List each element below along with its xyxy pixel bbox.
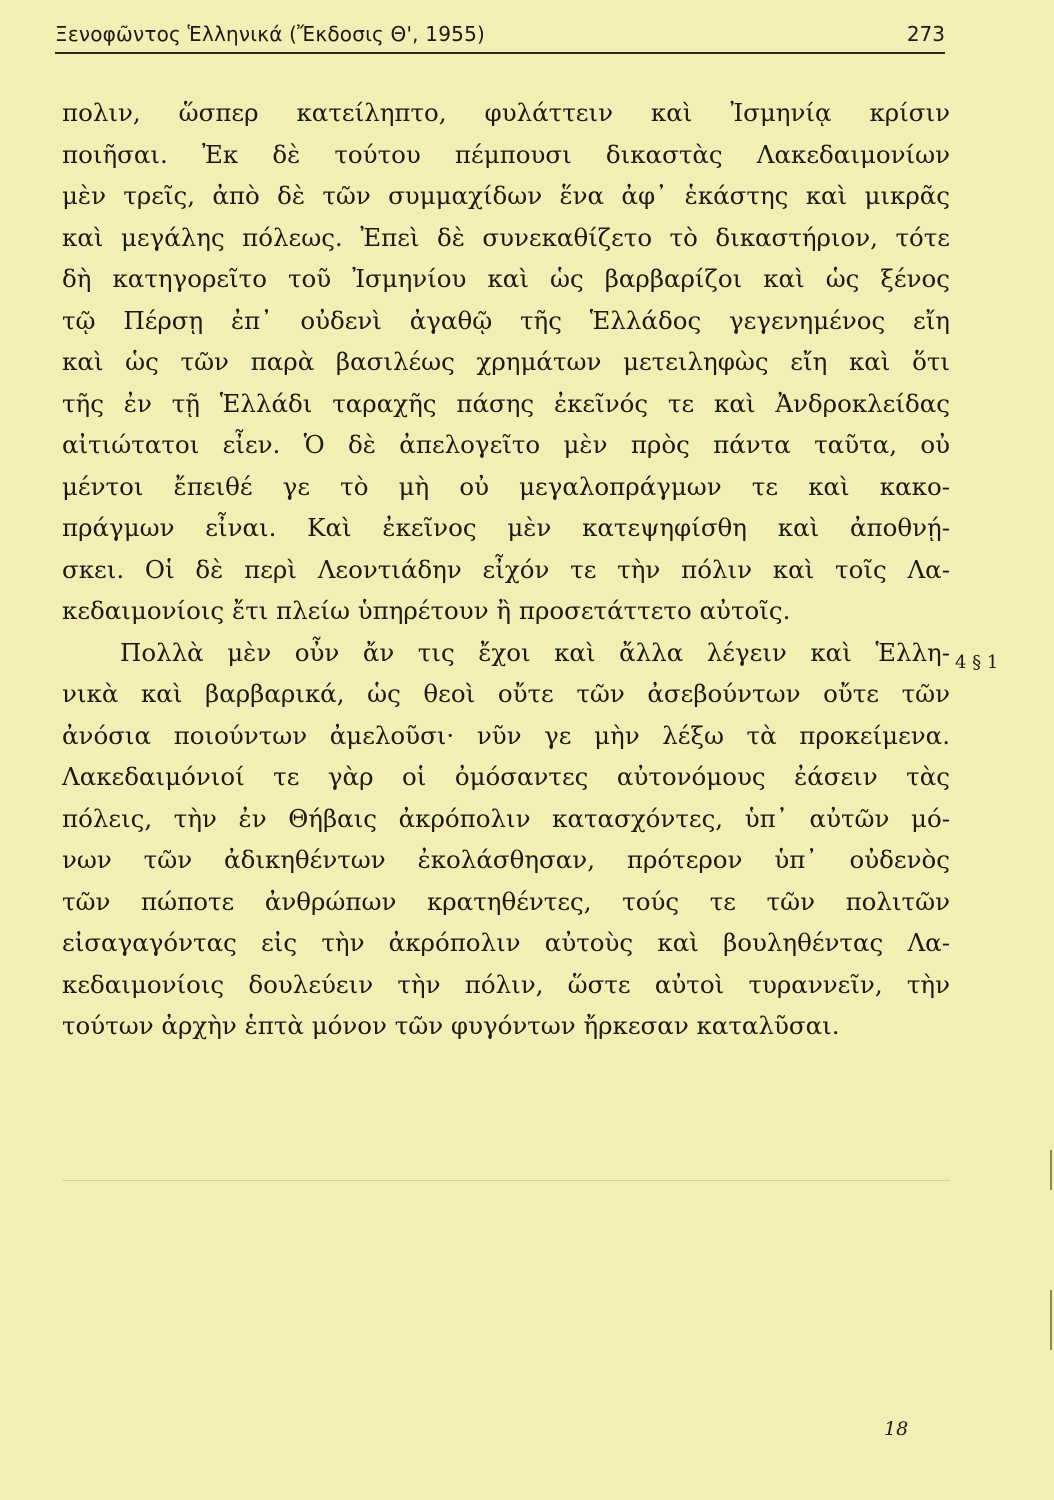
paragraph-2 [62, 632, 950, 1047]
text-line: καὶ μεγάλης πόλεως. Ἐπεὶ δὲ συνεκαθίζετο τὸ δικαστήριον, τότε [62, 222, 950, 252]
text-line: εἰσαγαγόντας εἰς τὴν ἀκρόπολιν αὐτοὺς καὶ βουληθέντας Λα- [62, 928, 950, 957]
running-head-title: Ξενοφῶντος Ἑλληνικά (Ἔκδοσις Θ', 1955) [55, 22, 486, 46]
text-line: Πολλὰ μὲν οὖν ἄν τις ἔχοι καὶ ἄλλα λέγειν καὶ Ἑλλη- [120, 637, 950, 667]
text-line: σκει. Οἱ δὲ περὶ Λεοντιάδην εἶχόν τε τὴν πόλιν καὶ τοῖς Λα- [62, 554, 950, 584]
text-line: μὲν τρεῖς, ἀπὸ δὲ τῶν συμμαχίδων ἕνα ἀφ᾿ ἑκάστης καὶ μικρᾶς [62, 181, 950, 210]
header-rule [55, 52, 945, 54]
text-line: Λακεδαιμόνιοί τε γὰρ οἱ ὀμόσαντες αὐτονόμους ἐάσειν τὰς [62, 762, 950, 791]
paragraph-1 [62, 92, 950, 632]
text-line: δὴ κατηγορεῖτο τοῦ Ἰσμηνίου καὶ ὡς βαρβαρίζοι καὶ ὡς ξένος [62, 264, 950, 293]
text-line: πόλεις, τὴν ἐν Θήβαις ἀκρόπολιν κατασχόντες, ὑπ᾿ αὐτῶν μό- [62, 803, 950, 833]
text-line: τῆς ἐν τῇ Ἑλλάδι ταραχῆς πάσης ἐκεῖνός τε καὶ Ἀνδροκλείδας [62, 388, 950, 418]
text-line: καὶ ὡς τῶν παρὰ βασιλέως χρημάτων μετειληφὼς εἴη καὶ ὅτι [62, 347, 950, 376]
text-line: κεδαιμονίοις δουλεύειν τὴν πόλιν, ὥστε αὐτοὶ τυραννεῖν, τὴν [62, 969, 950, 999]
text-line: ποιῆσαι. Ἐκ δὲ τούτου πέμπουσι δικαστὰς Λακεδαιμονίων [62, 139, 950, 169]
text-line: νων τῶν ἀδικηθέντων ἐκολάσθησαν, πρότερον ὑπ᾿ οὐδενὸς [62, 845, 950, 874]
running-header [55, 18, 945, 52]
text-line: κεδαιμονίοις ἔτι πλείω ὑπηρέτουν ἢ προσετάττετο αὐτοῖς. [62, 596, 791, 625]
main-text [62, 92, 950, 1047]
text-line: τῷ Πέρσῃ ἐπ᾿ οὐδενὶ ἀγαθῷ τῆς Ἑλλάδος γεγενημένος εἴη [62, 305, 950, 335]
page-edge-mark [1050, 1150, 1052, 1190]
text-line: τῶν πώποτε ἀνθρώπων κρατηθέντες, τούς τε τῶν πολιτῶν [62, 886, 950, 916]
text-line: αἰτιώτατοι εἶεν. Ὁ δὲ ἀπελογεῖτο μὲν πρὸς πάντα ταῦτα, οὐ [62, 430, 950, 459]
text-line: μέντοι ἔπειθέ γε τὸ μὴ οὐ μεγαλοπράγμων τε καὶ κακο- [62, 471, 950, 501]
bottom-rule [62, 1180, 950, 1181]
text-line: ἀνόσια ποιούντων ἀμελοῦσι· νῦν γε μὴν λέξω τὰ προκείμενα. [62, 720, 950, 750]
text-line: νικὰ καὶ βαρβαρικά, ὡς θεοὶ οὔτε τῶν ἀσεβούντων οὔτε τῶν [62, 679, 950, 708]
text-line: πράγμων εἶναι. Καὶ ἐκεῖνος μὲν κατεψηφίσθη καὶ ἀποθνῄ- [62, 513, 950, 542]
text-line: τούτων ἀρχὴν ἑπτὰ μόνον τῶν φυγόντων ἤρκεσαν καταλῦσαι. [62, 1011, 840, 1040]
page-number: 273 [906, 22, 945, 46]
text-line: πολιν, ὥσπερ κατείληπτο, φυλάττειν καὶ Ἰσμηνίᾳ κρίσιν [62, 98, 950, 127]
signature-mark: 18 [884, 1418, 909, 1440]
page-edge-mark [1050, 1290, 1052, 1350]
margin-section-note: 4 § 1 [955, 652, 999, 673]
